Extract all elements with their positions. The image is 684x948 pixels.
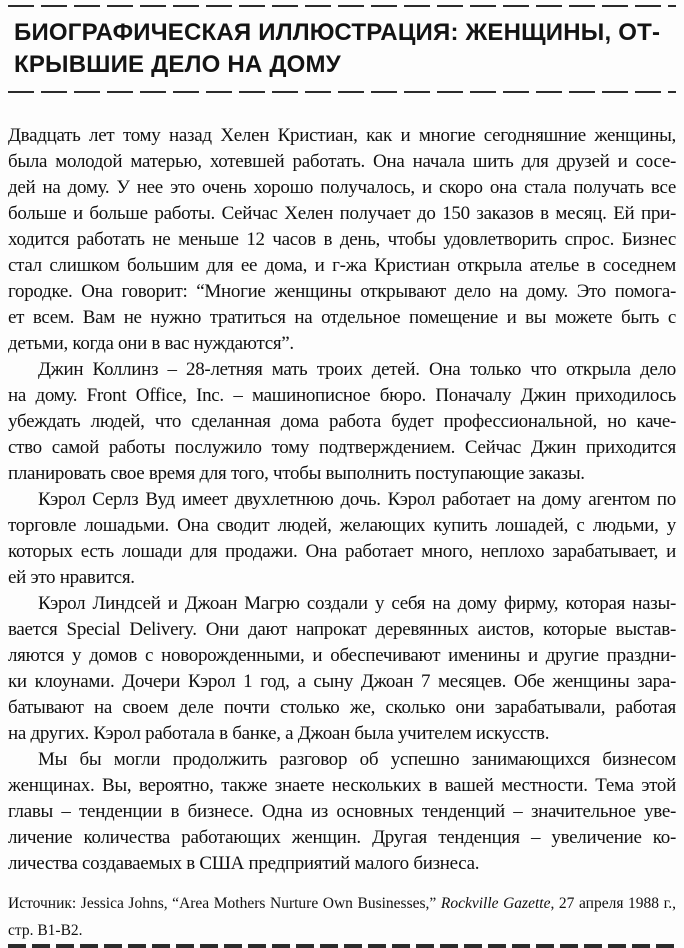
text-line: торговле лошадьми. Она сводит людей, желающих купить лошадей, с людьми, у [8, 515, 676, 536]
text-line: Джин Коллинз – 28-летняя мать троих детей. Она только что открыла дело [38, 359, 676, 380]
text-line: которых есть лошади для продажи. Она работает много, неплохо зарабатывает, и [8, 541, 676, 562]
text-line: была молодой матерью, хотевшей работать. Она начала шить для друзей и сосе- [8, 151, 676, 172]
source-journal-name: Rockville Gazette [440, 895, 551, 912]
text-line: стал слишком большим для ее дома, и г-жа Кристиан открыла ателье в соседнем [8, 255, 676, 276]
divider-bottom [8, 944, 676, 948]
text-line: ство самой работы послужило тому подтверждением. Сейчас Джин приходится [8, 437, 676, 458]
text-line: Двадцать лет тому назад Хелен Кристиан, как и многие сегодняшние женщины, [8, 125, 676, 146]
divider-top [8, 5, 676, 7]
text-line: ей это нравится. [8, 567, 135, 588]
text-line: дей на дому. У нее это очень хорошо получалось, и скоро она стала получать все [8, 177, 676, 198]
text-line: батывают на своем деле почти столько же, сколько они зарабатывали, работая [8, 697, 676, 718]
text-line: главы – тенденции в бизнесе. Одна из основных тенденций – значительное уве- [8, 801, 676, 822]
text-line: Кэрол Серлз Вуд имеет двухлетнюю дочь. Кэрол работает на дому агентом по [38, 489, 676, 510]
text-line: личества создаваемых в США предприятий малого бизнеса. [8, 853, 480, 874]
text-line: детьми, когда они в вас нуждаются”. [8, 333, 294, 354]
text-line: личение количества работающих женщин. Другая тенденция – увеличение ко- [8, 827, 676, 848]
text-line: убеждать людей, что сделанная дома работа будет профессиональной, но каче- [8, 411, 676, 432]
article-body [8, 123, 676, 877]
source-text: Источник: Jessica Johns, “Area Mothers Nurture Own Businesses,” [8, 895, 441, 912]
text-line: ходится работать не меньше 12 часов в день, чтобы удовлетворить спрос. Бизнес [8, 229, 676, 250]
text-line: ляются у домов с новорожденными, и обеспечивают именины и другие праздни- [8, 645, 676, 666]
text-line: вается Special Delivery. Они дают напрокат деревянных аистов, которые выстав- [8, 619, 676, 640]
text-line: больше и больше работы. Сейчас Хелен получает до 150 заказов в месяц. Ей при- [8, 203, 676, 224]
divider-under-title [8, 91, 676, 93]
page-title-line-1: БИОГРАФИЧЕСКАЯ ИЛЛЮСТРАЦИЯ: ЖЕНЩИНЫ, ОТ- [14, 19, 661, 46]
text-line: на дому. Front Office, Inc. – машинописное бюро. Поначалу Джин приходилось [8, 385, 676, 406]
text-line: Мы бы могли продолжить разговор об успешно занимающихся бизнесом [38, 749, 676, 770]
source-text: , 27 апреля 1988 г., стр. B1-B2. [8, 895, 676, 939]
text-line: Кэрол Линдсей и Джоан Магрю создали у себя на дому фирму, которая назы- [38, 593, 676, 614]
page-title-line-2: КРЫВШИЕ ДЕЛО НА ДОМУ [14, 51, 341, 78]
source-citation [8, 890, 676, 944]
page-title [14, 17, 676, 81]
text-line: женщинах. Вы, вероятно, также знаете нескольких в вашей местности. Тема этой [8, 775, 676, 796]
text-line: ет всем. Вам не нужно тратиться на отдельное помещение и вы можете быть с [8, 307, 676, 328]
text-line: ки клоунами. Дочери Кэрол 1 год, а сыну Джоан 7 месяцев. Обе женщины зара- [8, 671, 676, 692]
text-line: на других. Кэрол работала в банке, а Джоан была учителем искусств. [8, 723, 550, 744]
text-line: городке. Она говорит: “Многие женщины открывают дело на дому. Это помога- [8, 281, 676, 302]
text-line: планировать свое время для того, чтобы выполнить поступающие заказы. [8, 463, 585, 484]
